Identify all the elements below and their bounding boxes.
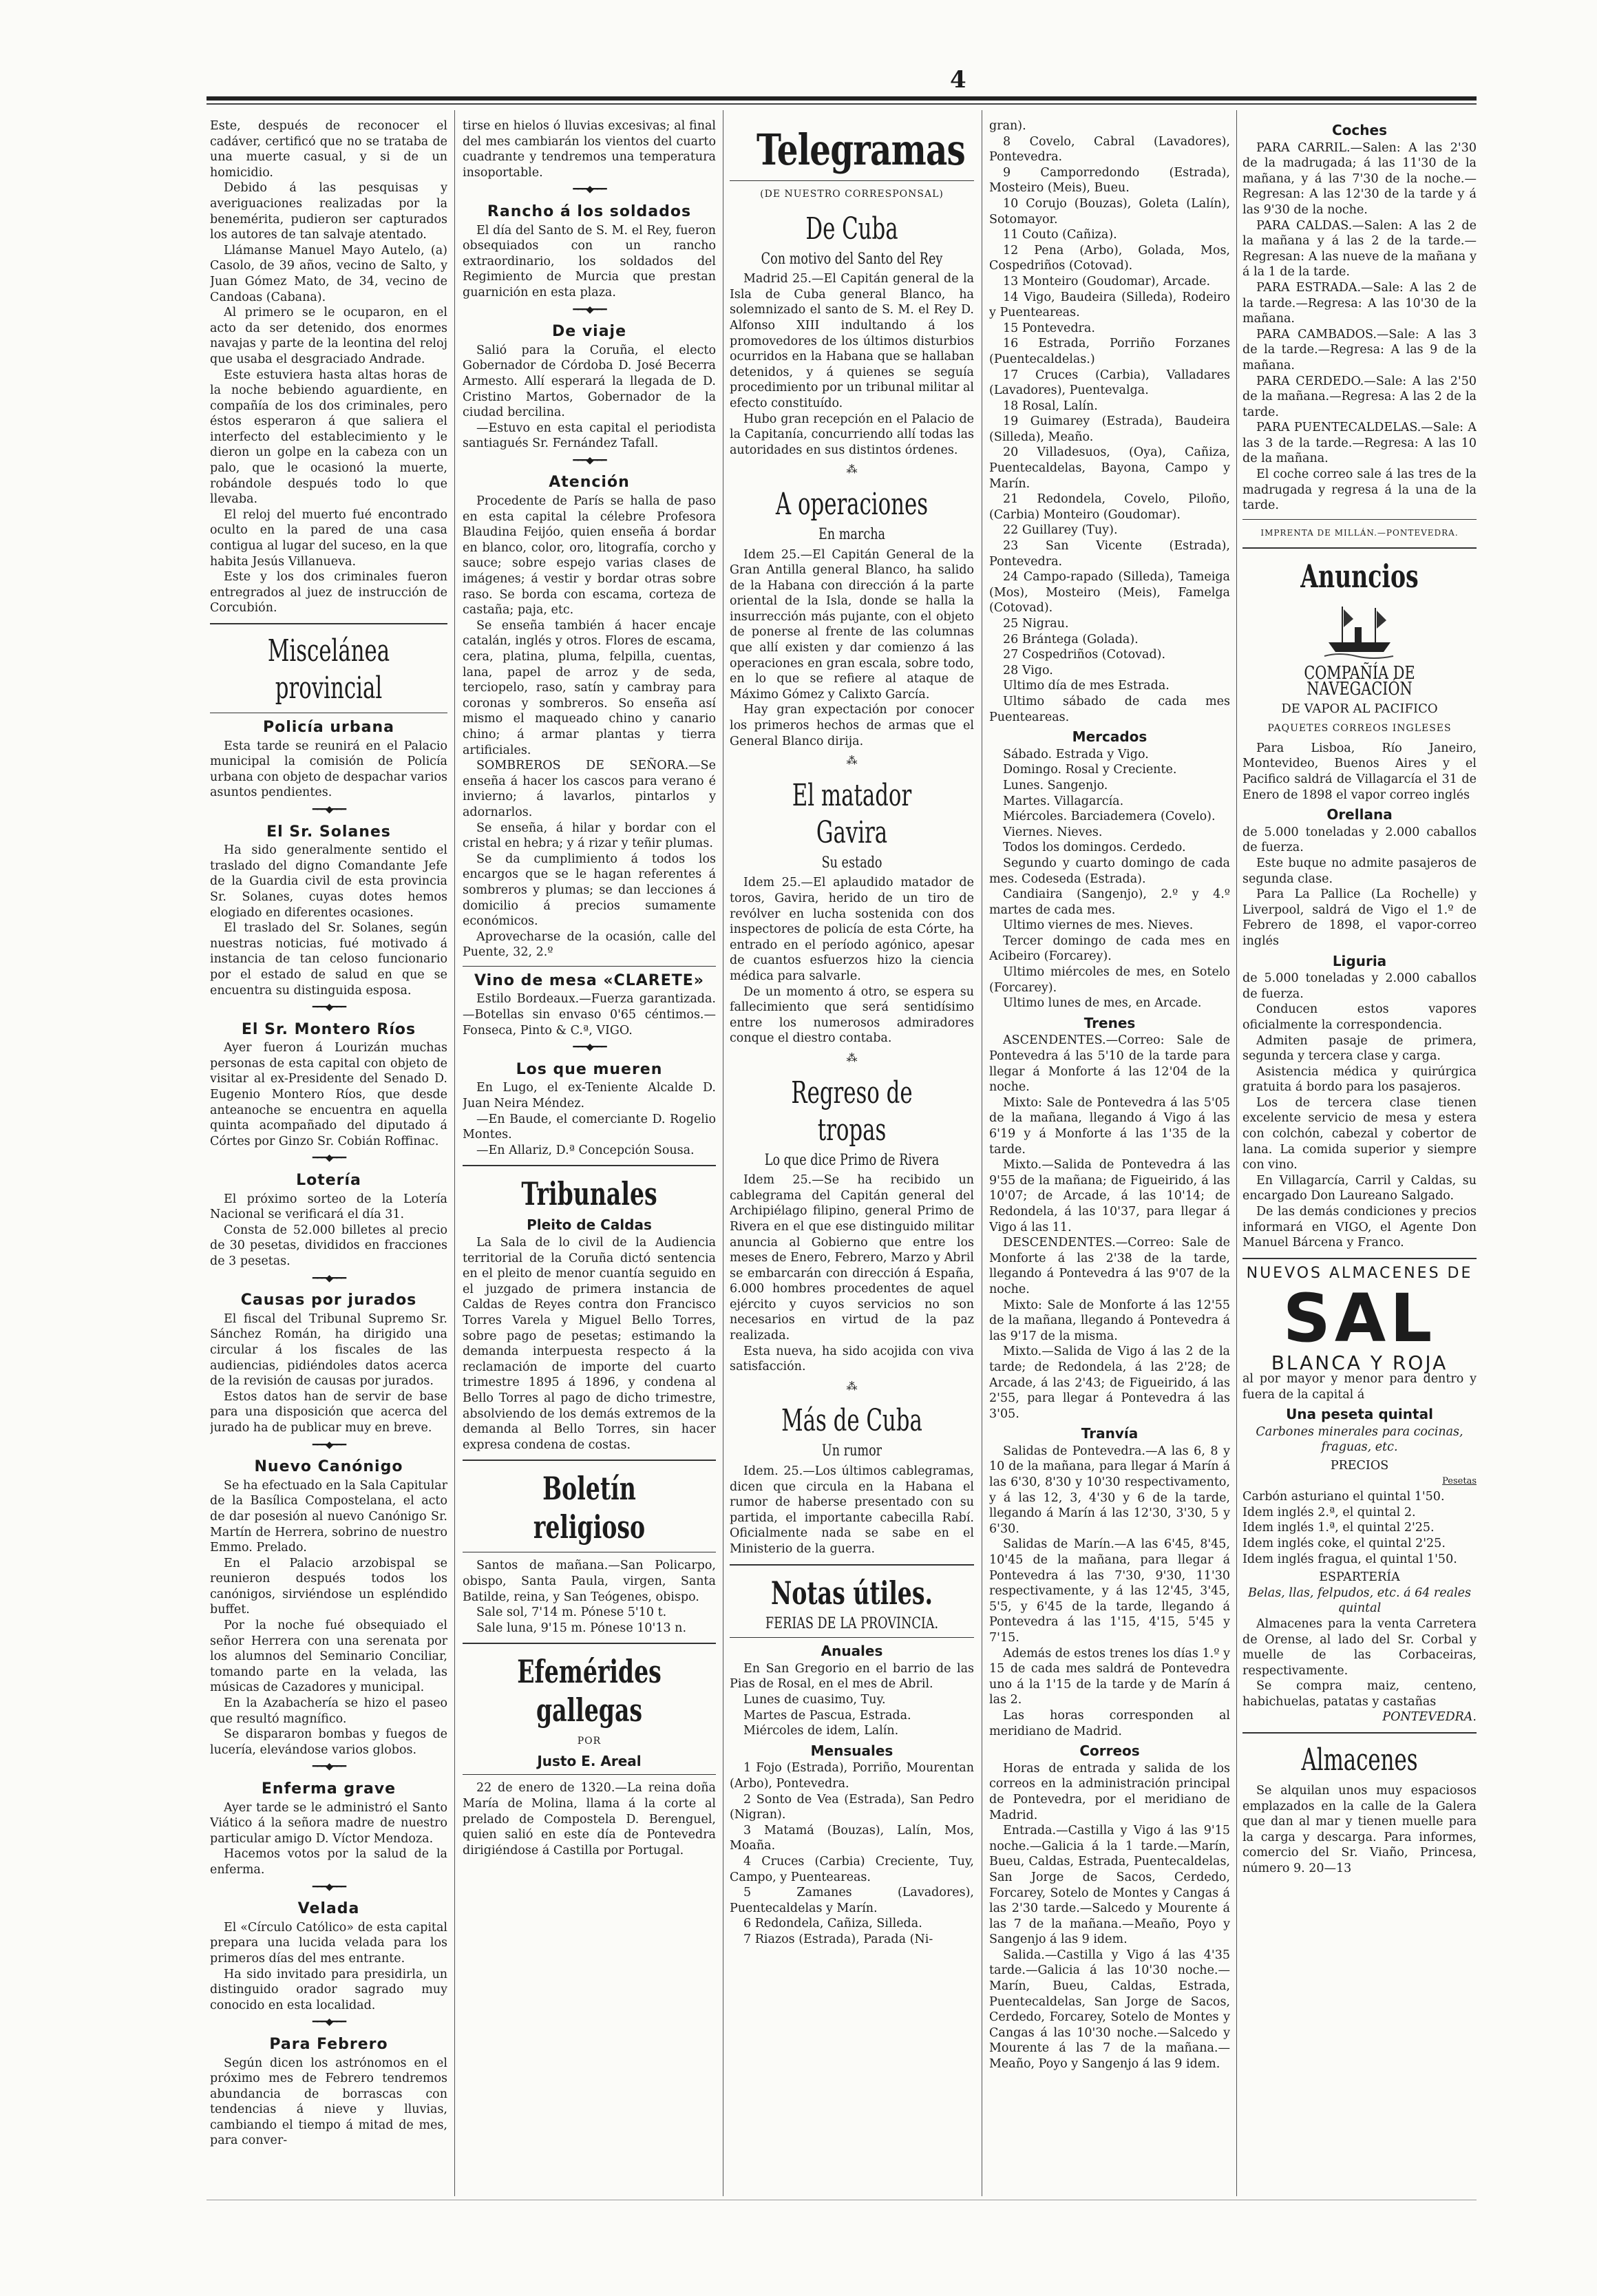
pontevedra-signature: PONTEVEDRA.	[1382, 1710, 1477, 1725]
telegramas-subtitle: (DE NUESTRO CORRESPONSAL)	[760, 189, 944, 200]
ship-name: Orellana	[1326, 806, 1393, 823]
section-rule	[730, 1637, 974, 1638]
section-rule	[1242, 519, 1477, 520]
article-heading: Atención	[549, 474, 630, 492]
column-2: tirse en hielos ó lluvias excesivas; al final del mes cambiarán los vientos del cuarto cuadrante y tendremos una temperatura insoportable. ━━━◆━━━ Rancho á los soldados El día del Santo de S. M. el Rey, fueron obsequiados con un rancho extraordinario, los soldados del Regimiento de Murcia que prestan guarnición en esta plaza. ━━━◆━━━ De viaje Salió para la Coruña, el electo Gobernador de Córdoba D. José Becerra Armesto. Allí esperará la llegada de D. Cristino Martos, Gobernador de la ciudad bercilina. —Estuvo en esta capital el periodista santiagués Sr. Fernández Tafall. ━━━◆━━━ Atención Procedente de París se halla de paso en esta capital la célebre Profesora Blaudina Feijóo, quien enseña á bordar en blanco, color, oro, litografía, corcho y sauce; sobre espejo varias clases de imágenes; á vestir y bordar otras sobre raso. Se borda con escama, corteza de castaña; paja, etc. Se enseña también á hacer encaje catalán, inglés y otros. Flores de escama, cera, platina, pluma, felpilla, cuentas, lana, papel de arroz y de seda, terciopelo, raso, satín y cambray para coronas y sombreros. So enseña así mismo el maqueado chino y canario chino; á armar plantas y tierra artificiales. SOMBREROS DE SEÑORA.—Se enseña á hacer los cascos para verano é invierno; á lavarlos, pintarlos y adornarlos. Se enseña, á hilar y bordar con el cristal en hebra; y á rizar y teñir plumas. Se da cumplimiento á todos los encargos que se le hagan referentes á sombreros y plumas; se dan lecciones á domicilio á precios sumamente económicos. Aprovecharse de la ocasión, calle del Puente, 32, 2.º Vino de mesa «CLARETE» Estilo Bordeaux.—Fuerza garantizada.—Botellas sin envaso 0'65 céntimos.—Fonseca, Pinto & C.ª, VIGO. ━━━◆━━━ Los que mueren En Lugo, el ex-Teniente Alcalde D. Juan Neira Méndez. —En Baude, el comerciante D. Rogelio Montes. —En Allariz, D.ª Concepción Sousa. Tribunales Pleito de Caldas La Sala de lo civil de la Audiencia territorial de la Coruña dictó sentencia en el pleito de menor cuantía seguido en el juzgado de primera instancia de Caldas de Reyes contra don Francisco Torres Varela y Miguel Bello Torres, sobre pago de pesetas; estimando la demanda interpuesta respecto á la reclamación de importe del cuarto trimestre 1895 á 1896, y condena al Bello Torres al pago de dicho trimestre, absolviendo de los demás extremos de la demanda al Bello Torres, sin hacer expresa condena de costas. Boletín religioso Santos de mañana.—San Policarpo, obispo, Santa Paula, virgen, Santa Batilde, reina, y San Teógenes, obispo. Sale sol, 7'14 m. Pónese 5'10 t. Sale luna, 9'15 m. Pónese 10'13 n. Efemérides gallegas POR Justo E. Areal 22 de enero de 1320.—La reina doña María de Molina, llama á la corte al prelado de Compostela D. Berenguel, quien salió en este día de Pontevedra dirigiéndose á Castilla por Portugal.	[463, 119, 716, 1857]
divider-ornament: ━━━◆━━━	[312, 1002, 346, 1013]
precios-heading: PRECIOS	[1330, 1458, 1389, 1473]
telegram-title: Más de Cuba	[781, 1403, 922, 1439]
article-heading: Mensuales	[810, 1742, 893, 1759]
divider-ornament: ━━━◆━━━	[573, 304, 606, 315]
article-heading: Pleito de Caldas	[527, 1217, 652, 1234]
article-heading: Anuales	[821, 1643, 883, 1660]
anuncios-title: Anuncios	[1300, 558, 1419, 596]
asterism-ornament: ⁂	[846, 1379, 858, 1393]
section-rule	[463, 1774, 716, 1775]
divider-ornament: ━━━◆━━━	[573, 1042, 606, 1053]
divider-ornament: ━━━◆━━━	[573, 184, 606, 196]
almacenes-heading: NUEVOS ALMACENES DE	[1246, 1264, 1473, 1282]
mercados-list: Sábado. Estrada y Vigo. Domingo. Rosal y Creciente. Lunes. Sangenjo. Martes. Villagarcía. Miércoles. Barciademera (Covelo). Viernes. Nieves. Todos los domingos. Cerdedo. Segundo y cuarto domingo de cada mes. Codeseda (Estrada). Candiaira (Sangenjo), 2.º y 4.º martes de cada mes. Ultimo viernes de mes. Nieves. Tercer domingo de cada mes en Acibeiro (Forcarey). Ultimo miércoles de mes, en Sotelo (Forcarey). Ultimo lunes de mes, en Arcade.	[989, 747, 1230, 1011]
telegram-subtitle: En marcha	[818, 525, 886, 543]
price-heading: Una peseta quintal	[1286, 1406, 1433, 1423]
page-number: 4	[950, 66, 966, 94]
byline-por: POR	[577, 1736, 602, 1747]
section-rule	[210, 623, 447, 624]
section-rule	[463, 966, 716, 967]
company-title: COMPAÑÍA DE NAVEGACIÓN	[1304, 663, 1415, 700]
article-heading: Para Febrero	[269, 2035, 388, 2053]
divider-ornament: ━━━◆━━━	[312, 1881, 346, 1893]
telegram-subtitle: Un rumor	[821, 1442, 882, 1460]
telegram-title: Regreso de tropas	[791, 1075, 913, 1148]
section-rule	[463, 1165, 716, 1166]
byline-author: Justo E. Areal	[537, 1752, 642, 1769]
steamship-icon	[1322, 600, 1397, 662]
divider-ornament: ━━━◆━━━	[312, 1152, 346, 1164]
imprenta-line: IMPRENTA DE MILLÁN.—PONTEVEDRA.	[1260, 527, 1459, 538]
header-rule-thin	[207, 103, 1477, 105]
ship-name: Liguria	[1332, 952, 1387, 969]
column-1: Este, después de reconocer el cadáver, certificó que no se trataba de una muerte casual, y si de un homicidio. Debido á las pesquisas y averiguaciones realizadas por la benemérita, pudieron ser capturados los autores de tan salvaje atentado. Llámanse Manuel Mayo Autelo, (a) Casolo, de 39 años, vecino de Salto, y Juan Gómez Mato, de 34, vecino de Candoas (Cabana). Al primero se le ocuparon, en el acto da ser detenido, dos enormes navajas y parte de la leontina del reloj que usaba el desgraciado Andrade. Este estuviera hasta altas horas de la noche bebiendo aguardiente, en compañía de los dos criminales, pero éstos esperaron á que saliera el interfecto del establecimiento y le dieron un golpe en la cabeza con un palo, que le ocasionó la muerte, robándole después todo lo que llevaba. El reloj del muerto fué encontrado oculto en la pared de una casa contigua al lugar del suceso, en la que habita Jesús Villanueva. Este y los dos criminales fueron entregrados al juez de instrucción de Corcubión. Miscelánea provincial Policía urbana Esta tarde se reunirá en el Palacio municipal la comisión de Policía urbana con objeto de despachar varios asuntos pendientes. ━━━◆━━━ El Sr. Solanes Ha sido generalmente sentido el traslado del digno Comandante Jefe de la Guardia civil de esta provincia Sr. Solanes, cuyas dotes hemos elogiado en diferentes ocasiones. El traslado del Sr. Solanes, según nuestras noticias, fué motivado á instancia de tan celoso funcionario por el estado de salud en que se encuentra su distinguida esposa. ━━━◆━━━ El Sr. Montero Ríos Ayer fueron á Lourizán muchas personas de esta capital con objeto de visitar al ex-Presidente del Senado D. Eugenio Montero Ríos, que desde anteanoche se encuentra en aquella quinta acompañado del diputado á Córtes por Ginzo Sr. Cobián Roffinac. ━━━◆━━━ Lotería El próximo sorteo de la Lotería Nacional se verificará el día 31. Consta de 52.000 billetes al precio de 30 pesetas, divididos en fracciones de 3 pesetas. ━━━◆━━━ Causas por jurados El fiscal del Tribunal Supremo Sr. Sánchez Román, ha dirigido una circular á los fiscales de las audiencias, pidiéndoles datos acerca de la revisión de causas por jurados. Estos datos han de servir de base para una disposición que acerca del jurado ha de publicar muy en breve. ━━━◆━━━ Nuevo Canónigo Se ha efectuado en la Sala Capitular de la Basílica Compostelana, el acto de dar posesión al nuevo Canónigo Sr. Martín de Herrera, sobrino de nuestro Emmo. Prelado. En el Palacio arzobispal se reunieron después todos los canónigos, sirviéndose un espléndido buffet. Por la noche fué obsequiado el señor Herrera con una serenata por los alumnos del Seminario Conciliar, tomando parte en la velada, las músicas de Cazadores y municipal. En la Azabachería se hizo el paseo que resultó magnífico. Se dispararon bombas y fuegos de lucería, elevándose varios globos. ━━━◆━━━ Enferma grave Ayer tarde se le administró el Santo Viático á la señora madre de nuestro particular amigo D. Víctor Mendoza. Hacemos votos por la salud de la enferma. ━━━◆━━━ Velada El «Círculo Católico» de esta capital prepara una lucida velada para los primeros días del mes entrante. Ha sido invitado para presidirla, un distinguido orador sagrado muy conocido en esta localidad. ━━━◆━━━ Para Febrero Según dicen los astrónomos en el próximo mes de Febrero tendremos abundancia de borrascas con tendencias á nieve y lluvias, cambiando el tiempo á mitad de mes, para conver-	[210, 119, 447, 2148]
section-title: Tribunales	[521, 1175, 657, 1213]
divider-ornament: ━━━◆━━━	[312, 1439, 346, 1451]
section-rule	[463, 1643, 716, 1644]
article-heading: Velada	[297, 1900, 360, 1918]
telegram-title: De Cuba	[805, 211, 898, 246]
column-divider	[1236, 110, 1237, 2196]
article-heading: Trenes	[1083, 1014, 1136, 1031]
article-heading: Coches	[1332, 122, 1387, 138]
section-rule	[463, 1460, 716, 1461]
asterism-ornament: ⁂	[846, 463, 858, 476]
ferias-title: FERIAS DE LA PROVINCIA.	[765, 1614, 939, 1632]
sal-title: SAL	[1282, 1280, 1437, 1358]
column-3: Telegramas (DE NUESTRO CORRESPONSAL) De Cuba Con motivo del Santo del Rey Madrid 25.—El Capitán general de la Isla de Cuba general Blanco, ha solemnizado el santo de S. M. el Rey D. Alfonso XIII indultando á los promovedores de los últimos disturbios ocurridos en la Habana que se hallaban detenidos, y á quienes se seguía procedimiento por un tribunal militar al efecto constituído. Hubo gran recepción en el Palacio de la Capitanía, concurriendo allí todas las autoridades en sus distintos órdenes. ⁂ A operaciones En marcha Idem 25.—El Capitán General de la Gran Antilla general Blanco, ha salido de la Habana con dirección á la parte oriental de la Isla, donde se halla la insurrección más pujante, con el objeto de ponerse al frente de las columnas que allí existen y dar comienzo á las operaciones en gran escala, sobre todo, en lo que se refiere al ataque de Máximo Gómez y Calixto García. Hay gran expectación por conocer los primeros hechos de armas que el General Blanco dirija. ⁂ El matador Gavira Su estado Idem 25.—El aplaudido matador de toros, Gavira, herido de un tiro de revólver en lucha sostenida con dos inspectores de policía de esta Córte, ha entrado en el período agónico, apesar de cuantos esfuerzos hizo la ciencia médica para salvarle. De un momento á otro, se espera su fallecimiento que será sentidísimo entre los numerosos admiradores conque el diestro contaba. ⁂ Regreso de tropas Lo que dice Primo de Rivera Idem 25.—Se ha recibido un cablegrama del Capitán general del Archipiélago filipino, general Primo de Rivera en el que ese distinguido militar anuncia al Gobierno que entre los meses de Enero, Febrero, Marzo y Abril se embarcarán con dirección á España, 6.000 hombres procedentes de aquel ejército y cuyos servicios no son necesarios en virtud de la paz realizada. Esta nueva, ha sido acojida con viva satisfacción. ⁂ Más de Cuba Un rumor Idem. 25.—Los últimos cablegramas, dicen que circula en la Habana el rumor de haberse presentado con su partida, el importante cabecilla Rabí. Oficialmente nada se sabe en el Ministerio de la guerra. Notas útiles. FERIAS DE LA PROVINCIA. Anuales En San Gregorio en el barrio de las Pias de Rosal, en el mes de Abril. Lunes de cuasimo, Tuy. Martes de Pascua, Estrada. Miércoles de idem, Lalín. Mensuales 1 Fojo (Estrada), Porriño, Mourentan (Arbo), Pontevedra. 2 Sonto de Vea (Estrada), San Pedro (Nigran). 3 Matamá (Bouzas), Lalín, Mos, Moaña. 4 Cruces (Carbia) Creciente, Tuy, Campo, y Puenteareas. 5 Zamanes (Lavadores), Puentecaldelas y Marín. 6 Redondela, Cañiza, Silleda. 7 Riazos (Estrada), Parada (Ni-	[730, 125, 974, 1946]
article-heading: Causas por jurados	[240, 1292, 417, 1309]
article-heading: Enferma grave	[261, 1780, 396, 1798]
section-rule	[730, 1564, 974, 1566]
divider-ornament: ━━━◆━━━	[573, 454, 606, 466]
esparteria-heading: ESPARTERÍA	[1319, 1570, 1400, 1585]
article-heading: Los que mueren	[516, 1060, 663, 1078]
article-heading: Policía urbana	[262, 719, 395, 736]
divider-ornament: ━━━◆━━━	[312, 1272, 346, 1284]
article-heading: De viaje	[551, 323, 627, 341]
article-heading: Vino de mesa «CLARETE»	[474, 971, 704, 989]
paquetes-line: PAQUETES CORREOS INGLESES	[1267, 723, 1452, 735]
telegram-subtitle: Su estado	[821, 854, 882, 872]
divider-ornament: ━━━◆━━━	[312, 1761, 346, 1773]
section-rule	[1242, 547, 1477, 549]
sal-subtitle: BLANCA Y ROJA	[1271, 1351, 1448, 1375]
asterism-ornament: ⁂	[846, 1051, 858, 1064]
article-heading: Tranvía	[1081, 1425, 1139, 1442]
article-heading: Nuevo Canónigo	[254, 1458, 403, 1476]
section-title: Efemérides gallegas	[517, 1653, 662, 1729]
article-intro: Este, después de reconocer el cadáver, certificó que no se trataba de una muerte casual, y si de un homicidio. Debido á las pesquisas y averiguaciones realizadas por la benemérita, pudieron ser capturados los autores de tan salvaje atentado. Llámanse Manuel Mayo Autelo, (a) Casolo, de 39 años, vecino de Salto, y Juan Gómez Mato, de 34, vecino de Candoas (Cabana). Al primero se le ocuparon, en el acto da ser detenido, dos enormes navajas y parte de la leontina del reloj que usaba el desgraciado Andrade. Este estuviera hasta altas horas de la noche bebiendo aguardiente, en compañía de los dos criminales, pero éstos esperaron á que saliera el interfecto del establecimiento y le dieron un golpe en la cabeza con un palo, que le ocasionó la muerte, robándole después todo lo que llevaba. El reloj del muerto fué encontrado oculto en la pared de una casa contigua al lugar del suceso, en la que habita Jesús Villanueva. Este y los dos criminales fueron entregrados al juez de instrucción de Corcubión.	[210, 119, 447, 615]
telegram-subtitle: Lo que dice Primo de Rivera	[764, 1151, 940, 1169]
pesetas-label: Pesetas	[1442, 1475, 1477, 1486]
telegram-title: El matador Gavira	[792, 777, 912, 850]
price-list: Carbón asturiano el quintal 1'50. Idem inglés 2.ª, el quintal 2. Idem inglés 1.ª, el quintal 2'25. Idem inglés coke, el quintal 2'25. Idem inglés fragua, el quintal 1'50.	[1242, 1490, 1457, 1566]
article-heading: Correos	[1079, 1742, 1140, 1760]
telegram-subtitle: Con motivo del Santo del Rey	[761, 250, 943, 268]
section-title: Boletín religioso	[533, 1470, 646, 1546]
asterism-ornament: ⁂	[846, 754, 858, 768]
section-rule	[1242, 1732, 1477, 1734]
company-subtitle: DE VAPOR AL PACIFICO	[1281, 701, 1438, 716]
almacenes-title: Almacenes	[1301, 1742, 1418, 1778]
column-4: gran). 8 Covelo, Cabral (Lavadores), Pontevedra. 9 Camporredondo (Estrada), Mosteiro (Meis), Bueu. 10 Corujo (Bouzas), Goleta (Lalín), Sotomayor. 11 Couto (Cañiza). 12 Pena (Arbo), Golada, Mos, Cospedriños (Cotovad). 13 Monteiro (Goudomar), Arcade. 14 Vigo, Baudeira (Silleda), Rodeiro y Puenteareas. 15 Pontevedra. 16 Estrada, Porriño Forzanes (Puentecaldelas.) 17 Cruces (Carbia), Valladares (Lavadores), Puentevalga. 18 Rosal, Lalín. 19 Guimarey (Estrada), Baudeira (Silleda), Meaño. 20 Villadesuos, (Oya), Cañiza, Puentecaldelas, Bayona, Campo y Marín. 21 Redondela, Covelo, Piloño, (Carbia) Monteiro (Goudomar). 22 Guillarey (Tuy). 23 San Vicente (Estrada), Pontevedra. 24 Campo-rapado (Silleda), Tameiga (Mos), Mosteiro (Meis), Famelga (Cotovad). 25 Nigrau. 26 Brántega (Golada). 27 Cospedriños (Cotovad). 28 Vigo. Ultimo día de mes Estrada. Ultimo sábado de cada mes Puenteareas. Mercados Sábado. Estrada y Vigo. Domingo. Rosal y Creciente. Lunes. Sangenjo. Martes. Villagarcía. Miércoles. Barciademera (Covelo). Viernes. Nieves. Todos los domingos. Cerdedo. Segundo y cuarto domingo de cada mes. Codeseda (Estrada). Candiaira (Sangenjo), 2.º y 4.º martes de cada mes. Ultimo viernes de mes. Nieves. Tercer domingo de cada mes en Acibeiro (Forcarey). Ultimo miércoles de mes, en Sotelo (Forcarey). Ultimo lunes de mes, en Arcade. Trenes ASCENDENTES.—Correo: Sale de Pontevedra á las 5'10 de la tarde para llegar á Monforte á las 12'04 de la noche. Mixto: Sale de Pontevedra á las 5'05 de la mañana, llegando á Vigo á las 6'19 y á Monforte á las 1'35 de la tarde. Mixto.—Salida de Pontevedra á las 9'55 de la mañana; de Figueirido, á las 10'07; de Arcade, á las 10'14; de Redondela, á las 10'37, para llegar á Vigo á las 11. DESCENDENTES.—Correo: Sale de Monforte á las 2'38 de la tarde, llegando á Pontevedra á las 9'07 de la noche. Mixto: Sale de Monforte á las 12'55 de la mañana, llegando á Pontevedra á las 9'17 de la misma. Mixto.—Salida de Vigo á las 2 de la tarde; de Redondela, á las 2'28; de Arcade, á las 2'43; de Figueirido, á las 2'55, para llegar á Pontevedra á las 3'05. Tranvía Salidas de Pontevedra.—A las 6, 8 y 10 de la mañana, para llegar á Marín á las 6'30, 8'30 y 10'30 respectivamento, y á las 12, 3, 4'30 y 6 de la tarde, llegando á Marín á las 12'30, 3'30, 5 y 6'30. Salidas de Marín.—A las 6'45, 8'45, 10'45 de la mañana, para llegar á Pontevedra á las 7'30, 9'30, 11'30 respectivamente, y á las 12'45, 3'45, 5'5, y 6'45 de la tarde, llegando á Pontevedra á las 1'15, 4'15, 5'45 y 7'15. Además de estos trenes los días 1.º y 15 de cada mes saldrá de Pontevedra uno á la 1'15 de la tarde y de Marín á las 2. Las horas corresponden al meridiano de Madrid. Correos Horas de entrada y salida de los correos en la administración principal de Pontevedra, por el meridiano de Madrid. Entrada.—Castilla y Vigo á las 9'15 noche.—Galicia á la 1 tarde.—Marín, Bueu, Caldas, Estrada, Puentecaldelas, San Jorge de Sacos, Cerdedo, Forcarey, Sotelo de Montes y Cangas á las 2'30 tarde.—Salcedo y Mourente á las 7 de la mañana.—Meaño, Poyo y Sangenjo á las 9 idem. Salida.—Castilla y Vigo á las 4'35 tarde.—Galicia á las 10'30 noche.—Marín, Bueu, Caldas, Estrada, Puentecaldelas, San Jorge de Sacos, Cerdedo, Forcarey, Sotelo de Montes y Cangas á las 10'30 noche.—Salcedo y Mourente á las 7 de la mañana.—Meaño, Poyo y Sangenjo á las 9 idem.	[989, 119, 1230, 2072]
section-title: Notas útiles.	[770, 1574, 933, 1612]
article-heading: Mercados	[1072, 728, 1147, 746]
esparteria-line: Belas, llas, felpudos, etc. á 64 reales quintal	[1247, 1586, 1472, 1616]
article-heading: El Sr. Solanes	[266, 823, 391, 841]
divider-ornament: ━━━◆━━━	[312, 803, 346, 815]
telegramas-title: Telegramas	[757, 125, 965, 175]
column-5: Coches PARA CARRIL.—Salen: A las 2'30 de la madrugada; á las 11'30 de la mañana, y á las 7'30 de la noche.—Regresan: A las 12'30 de la tarde y á las 9'30 de la noche. PARA CALDAS.—Salen: A las 2 de la mañana y á las 2 de la tarde.—Regresan: A las nueve de la mañana y á la 1 de la tarde. PARA ESTRADA.—Sale: A las 2 de la tarde.—Regresa: A las 10'30 de la mañana. PARA CAMBADOS.—Sale: A las 3 de la tarde.—Regresa: A las 9 de la mañana. PARA CERDEDO.—Sale: A las 2'50 de la mañana.—Regresa: A las 2 de la tarde. PARA PUENTECALDELAS.—Sale: A las 3 de la tarde.—Regresa: A las 10 de la mañana. El coche correo sale á las tres de la madrugada y regresa á la una de la tarde. IMPRENTA DE MILLÁN.—PONTEVEDRA. Anuncios COMPAÑÍA DE NAVEGACIÓN DE VAPOR AL PACIFICO PAQUETES CORREOS INGLESES Para Lisboa, Río Janeiro, Montevideo, Buenos Aires y el Pacifico saldrá de Villagarcía el 31 de Enero de 1898 el vapor correo inglés Orellana de 5.000 toneladas y 2.000 caballos de fuerza. Este buque no admite pasajeros de segunda clase. Para La Pallice (La Rochelle) y Liverpool, saldrá de Vigo el 1.º de Febrero de 1898, el vapor-correo inglés Liguria de 5.000 toneladas y 2.000 caballos de fuerza. Conducen estos vapores oficialmente la correspondencia. Admiten pasaje de primera, segunda y tercera clase y carga. Asistencia médica y quirúrgica gratuita á bordo para los pasajeros. Los de tercera clase tienen excelente servicio de mesa y estera con colchón, cabezal y cobertor de lana. La comida superior y siempre con vino. En Villagarcía, Carril y Caldas, su encargado Don Laureano Salgado. De las demás condiciones y precios informará en VIGO, el Agente Don Manuel Bárcena y Franco. NUEVOS ALMACENES DE SAL BLANCA Y ROJA al por mayor y menor para dentro y fuera de la capital á Una peseta quintal Carbones minerales para cocinas, fraguas, etc. PRECIOS Pesetas Carbón asturiano el quintal 1'50. Idem inglés 2.ª, el quintal 2. Idem inglés 1.ª, el quintal 2'25. Idem inglés coke, el quintal 2'25. Idem inglés fragua, el quintal 1'50. ESPARTERÍA Belas, llas, felpudos, etc. á 64 reales quintal Almacenes para la venta Carretera de Orense, al lado del Sr. Corbal y muelle de las Corbaceiras, respectivamente. Se compra maiz, centeno, habichuelas, patatas y castañas PONTEVEDRA. Almacenes Se alquilan unos muy espaciosos emplazados en la calle de la Galera que dan al mar y tienen muelle para la carga y descarga. Para informes, comercio del Sr. Viaño, Princesa, número 9. 20—13	[1242, 122, 1477, 1876]
section-rule	[1242, 1258, 1477, 1259]
article-heading: Lotería	[296, 1172, 361, 1190]
section-rule	[730, 180, 974, 181]
carbones-line: Carbones minerales para cocinas, fraguas, etc.	[1256, 1424, 1463, 1455]
ferias-list: gran). 8 Covelo, Cabral (Lavadores), Pontevedra. 9 Camporredondo (Estrada), Mosteiro (Meis), Bueu. 10 Corujo (Bouzas), Goleta (Lalín), Sotomayor. 11 Couto (Cañiza). 12 Pena (Arbo), Golada, Mos, Cospedriños (Cotovad). 13 Monteiro (Goudomar), Arcade. 14 Vigo, Baudeira (Silleda), Rodeiro y Puenteareas. 15 Pontevedra. 16 Estrada, Porriño Forzanes (Puentecaldelas.) 17 Cruces (Carbia), Valladares (Lavadores), Puentevalga. 18 Rosal, Lalín. 19 Guimarey (Estrada), Baudeira (Silleda), Meaño. 20 Villadesuos, (Oya), Cañiza, Puentecaldelas, Bayona, Campo y Marín. 21 Redondela, Covelo, Piloño, (Carbia) Monteiro (Goudomar). 22 Guillarey (Tuy). 23 San Vicente (Estrada), Pontevedra. 24 Campo-rapado (Silleda), Tameiga (Mos), Mosteiro (Meis), Famelga (Cotovad). 25 Nigrau. 26 Brántega (Golada). 27 Cospedriños (Cotovad). 28 Vigo. Ultimo día de mes Estrada. Ultimo sábado de cada mes Puenteareas.	[989, 119, 1230, 724]
article-heading: El Sr. Montero Ríos	[241, 1020, 416, 1038]
section-title: Miscelánea provincial	[267, 633, 390, 706]
divider-ornament: ━━━◆━━━	[312, 2016, 346, 2028]
telegram-title: A operaciones	[775, 486, 929, 522]
header-rule	[207, 96, 1477, 101]
column-divider	[454, 110, 455, 2196]
article-heading: Rancho á los soldados	[487, 202, 692, 220]
